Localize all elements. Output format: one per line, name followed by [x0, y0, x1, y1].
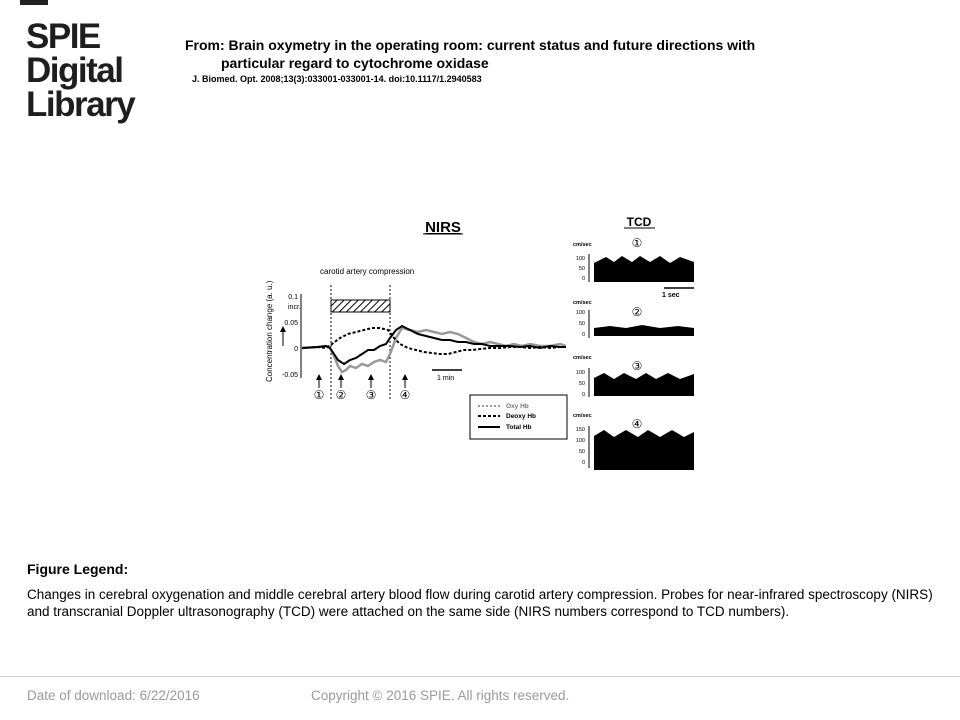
- figure-nirs-tcd: [230, 205, 710, 480]
- y-tick-label: 0.1: [288, 294, 298, 301]
- legend-total: Total Hb: [506, 424, 532, 431]
- svg-text:50: 50: [578, 321, 585, 327]
- svg-text:50: 50: [578, 449, 585, 455]
- compression-label: carotid artery compression: [320, 267, 415, 276]
- copyright-notice: Copyright © 2016 SPIE. All rights reserved.: [311, 688, 570, 703]
- compression-bar: [331, 300, 390, 312]
- svg-text:100: 100: [575, 310, 585, 316]
- article-title-line-2: particular regard to cytochrome oxidase: [221, 55, 489, 71]
- tcd-panel-4: [573, 413, 694, 470]
- svg-text:②: ②: [631, 305, 643, 319]
- svg-text:cm/sec: cm/sec: [573, 355, 592, 361]
- svg-text:0: 0: [581, 460, 585, 466]
- svg-text:50: 50: [578, 381, 585, 387]
- nirs-title: NIRS: [425, 219, 461, 236]
- marker-4: [400, 374, 411, 402]
- svg-text:cm/sec: cm/sec: [573, 300, 592, 306]
- oxy-hb-trace: [302, 328, 566, 372]
- logo-line-3: Library: [26, 85, 135, 124]
- svg-text:100: 100: [575, 438, 585, 444]
- legend-oxy: Oxy Hb: [506, 403, 529, 410]
- svg-text:①: ①: [631, 236, 643, 250]
- svg-text:0: 0: [581, 276, 585, 282]
- svg-text:50: 50: [578, 266, 585, 272]
- svg-text:③: ③: [631, 359, 643, 373]
- svg-text:cm/sec: cm/sec: [573, 242, 592, 248]
- tcd-time-scale: 1 sec: [662, 292, 680, 299]
- svg-text:0: 0: [581, 332, 585, 338]
- svg-text:④: ④: [399, 388, 411, 402]
- figure-legend-heading: Figure Legend:: [27, 561, 129, 577]
- time-scale-label: 1 min: [437, 375, 455, 382]
- logo-line-2: Digital: [26, 51, 123, 90]
- spie-digital-library-logo[interactable]: [26, 17, 135, 124]
- marker-2: [336, 374, 347, 402]
- citation: J. Biomed. Opt. 2008;13(3):033001-033001-14. doi:10.1117/1.2940583: [192, 74, 482, 84]
- svg-text:150: 150: [575, 427, 585, 433]
- figure-legend-text: Changes in cerebral oxygenation and middle cerebral artery blood flow during carotid artery compression. Probes for near-infrared spectroscopy (NIRS) and transcranial Doppler ultrasonography (TCD) were attached on the same side (NIRS numbers correspond to TCD numbers).: [27, 587, 933, 619]
- svg-text:0: 0: [581, 392, 585, 398]
- logo-line-1: SPIE: [26, 17, 100, 56]
- svg-text:100: 100: [575, 370, 585, 376]
- tcd-panel-3: [573, 355, 694, 398]
- marker-1: [314, 374, 325, 402]
- y-tick-label: 0: [294, 346, 298, 353]
- svg-text:③: ③: [365, 388, 377, 402]
- legend-deoxy: Deoxy Hb: [506, 413, 536, 420]
- y-axis-label: Concentration change (a. u.): [265, 280, 274, 382]
- incr-label: incr.: [288, 304, 301, 311]
- tcd-title: TCD: [626, 215, 652, 229]
- svg-text:④: ④: [631, 417, 643, 431]
- svg-text:cm/sec: cm/sec: [573, 413, 592, 419]
- article-title-line-1: From: Brain oxymetry in the operating room: current status and future directions with: [185, 37, 756, 53]
- download-date: Date of download: 6/22/2016: [27, 688, 200, 703]
- marker-3: [366, 374, 377, 402]
- footer-divider: [0, 676, 960, 677]
- y-tick-label: 0.05: [284, 320, 298, 327]
- svg-text:①: ①: [313, 388, 325, 402]
- svg-text:100: 100: [575, 256, 585, 262]
- tcd-panel-1: [573, 236, 694, 299]
- y-tick-label: -0.05: [282, 372, 298, 379]
- article-title: [185, 36, 885, 72]
- corner-mark: [20, 0, 48, 5]
- tcd-panel-2: [573, 300, 694, 338]
- svg-text:②: ②: [335, 388, 347, 402]
